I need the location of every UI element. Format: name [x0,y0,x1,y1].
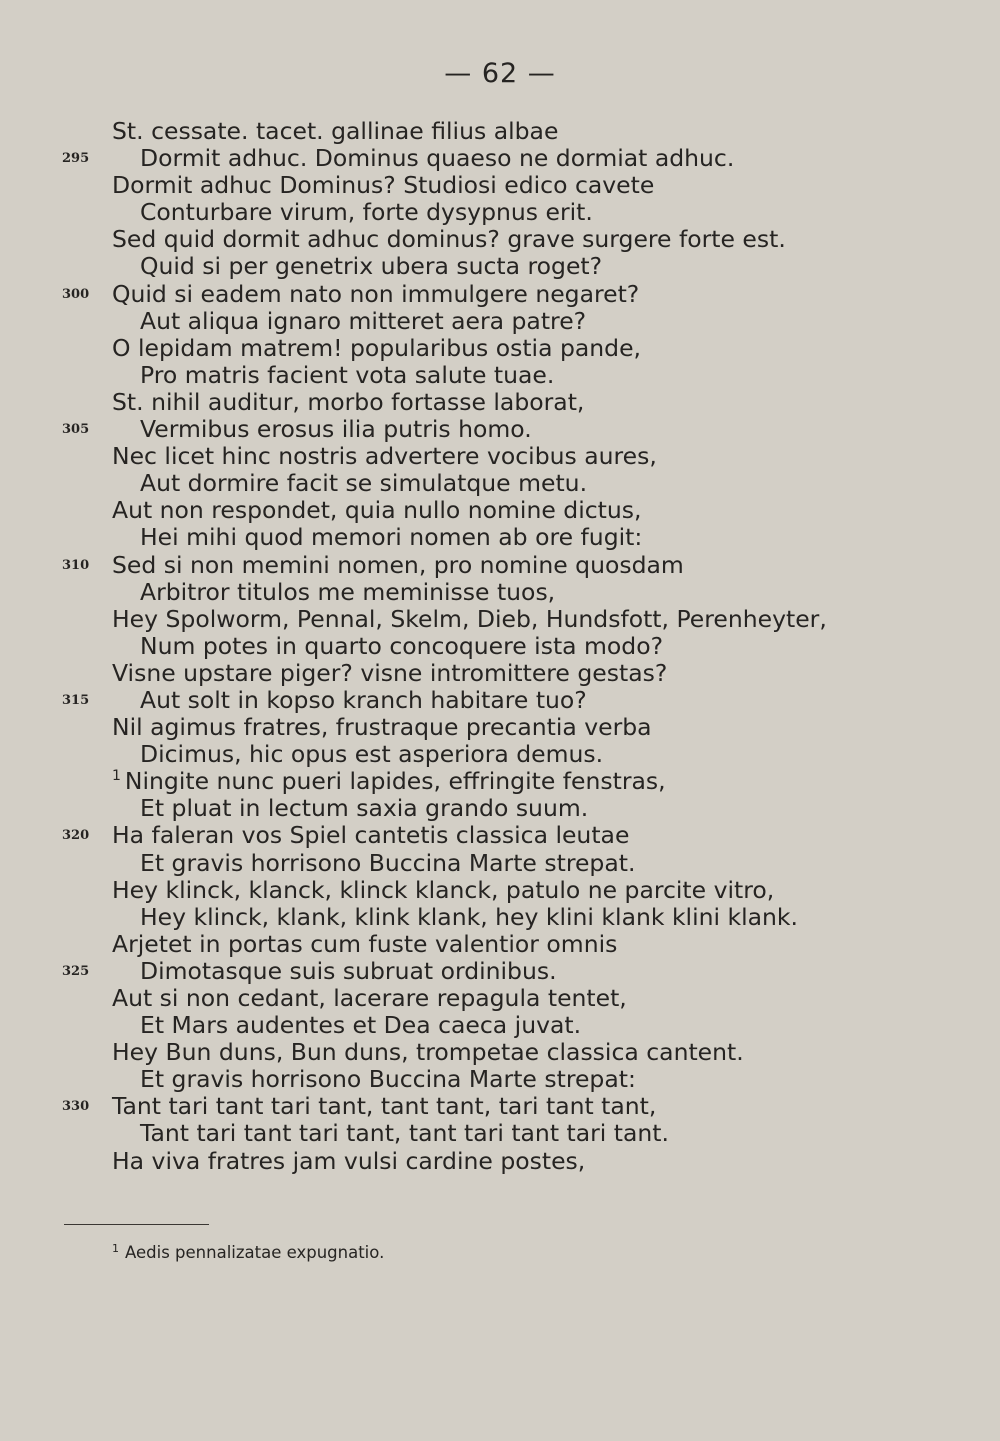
verse-line [0,633,1000,660]
verse-line-text: Aut aliqua ignaro mitteret aera patre? [140,306,587,335]
verse-line [0,606,1000,633]
verse-line-text: Visne upstare piger? visne intromittere gestas? [112,658,668,687]
verse-line-text: Et gravis horrisono Buccina Marte strepat: [140,1065,636,1094]
verse-line [0,172,1000,199]
verse-line [0,687,1000,714]
verse-line-text: Dormit adhuc Dominus? Studiosi edico cavete [112,171,655,200]
verse-line [0,443,1000,470]
verse-text [112,118,558,145]
verse-line [0,931,1000,958]
verse-line-text: Tant tari tant tari tant, tant tant, tari tant tant, [112,1092,657,1121]
line-number: 325 [62,963,90,979]
footnote-text: Aedis pennalizatae expugnatio. [125,1243,385,1262]
verse-line [0,1012,1000,1039]
verse-line-text: Nil agimus fratres, frustraque precantia verba [112,713,652,742]
verse-line-text: Nec licet hinc nostris advertere vocibus aures, [112,442,657,471]
verse-line-text: Quid si per genetrix ubera sucta roget? [140,252,603,281]
verse-text [112,172,654,199]
verse-line [0,1148,1000,1175]
page-number: — 62 — [444,58,556,89]
verse-text [140,741,603,768]
verse-text [140,362,554,389]
verse-text [112,1039,744,1066]
verse-line [0,118,1000,145]
verse-line [0,741,1000,768]
verse-text [112,389,584,416]
verse-line-text: Ha viva fratres jam vulsi cardine postes, [112,1146,586,1175]
verse-text [140,253,602,280]
verse-line [0,362,1000,389]
verse-line-text: Aut dormire facit se simulatque metu. [140,469,588,498]
verse-text [112,335,641,362]
verse-line [0,714,1000,741]
verse-line [0,985,1000,1012]
verse-line-text: Hey klinck, klanck, klinck klanck, patulo ne parcite vitro, [112,875,775,904]
verse-line [0,768,1000,795]
verse-text [112,985,627,1012]
verse-text [140,470,587,497]
verse-line-text: Hey Bun duns, Bun duns, trompetae classica cantent. [112,1038,744,1067]
verse-text [140,904,798,931]
verse-line-text: Sed si non memini nomen, pro nomine quosdam [112,550,684,579]
verse-text [112,281,639,308]
verse-line-text: St. cessate. tacet. gallinae filius albae [112,117,559,145]
verse-line-text: Tant tari tant tari tant, tant tari tant tari tant. [140,1119,669,1148]
verse-line-text: Arbitror titulos me meminisse tuos, [140,577,556,606]
verse-text [140,579,555,606]
verse-line [0,1039,1000,1066]
verse-text [112,714,652,741]
footnote-marker: 1 [112,1242,119,1255]
verse-text [112,443,657,470]
verse-line-text: Aut solt in kopso kranch habitare tuo? [140,685,587,714]
line-number: 315 [62,692,90,708]
verse-line-text: Conturbare virum, forte dysypnus erit. [140,198,593,227]
verse-text [112,877,774,904]
verse-text [112,931,617,958]
verse-line-text: Aut si non cedant, lacerare repagula tentet, [112,984,627,1012]
verse-line-text: Ningite nunc pueri lapides, effringite fenstras, [124,767,666,796]
verse-line-text: Hey klinck, klank, klink klank, hey klini klank klini klank. [140,902,799,931]
verse-text [140,145,734,172]
verse-text [112,552,684,579]
verse-line [0,226,1000,253]
verse-text [140,1012,581,1039]
verse-text [112,226,786,253]
verse-line [0,524,1000,551]
verse-line-text: Dimotasque suis subruat ordinibus. [140,956,557,985]
verse-line [0,335,1000,362]
verse-line-text: O lepidam matrem! popularibus ostia pande, [112,333,642,362]
line-number: 305 [62,422,90,438]
verse-text [112,822,629,849]
verse-line [0,145,1000,172]
verse-line [0,1093,1000,1120]
line-number: 330 [62,1099,90,1115]
verse-line-text: St. nihil auditur, morbo fortasse laborat, [112,387,585,416]
verse-line [0,850,1000,877]
footnote [112,1243,384,1262]
verse-text [140,633,663,660]
verse-text [140,795,588,822]
verse-line [0,308,1000,335]
verse-text [112,660,667,687]
footnote-reference: 1 [112,768,121,785]
verse-line-text: Num potes in quarto concoquere ista modo? [140,631,664,660]
verse-line-text: Et gravis horrisono Buccina Marte strepat. [140,848,636,877]
verse-block [0,118,1000,1175]
verse-line-text: Sed quid dormit adhuc dominus? grave surgere forte est. [112,225,786,254]
verse-line-text: Ha faleran vos Spiel cantetis classica leutae [112,821,630,850]
verse-line [0,281,1000,308]
verse-text [140,416,532,443]
verse-line [0,660,1000,687]
verse-line-text: Dicimus, hic opus est asperiora demus. [140,740,604,769]
verse-line [0,497,1000,524]
line-number: 295 [62,151,90,167]
verse-text [140,958,557,985]
verse-line-text: Aut non respondet, quia nullo nomine dictus, [112,496,642,525]
verse-line [0,199,1000,226]
verse-line [0,822,1000,849]
verse-line [0,253,1000,280]
verse-line-text: Hei mihi quod memori nomen ab ore fugit: [140,523,643,552]
verse-line [0,1120,1000,1147]
verse-text [140,1120,669,1147]
verse-line-text: Dormit adhuc. Dominus quaeso ne dormiat adhuc. [140,144,735,173]
footnote-divider [64,1224,209,1225]
verse-line [0,904,1000,931]
verse-text [112,606,827,633]
verse-line [0,579,1000,606]
verse-text [140,199,593,226]
verse-line-text: Et Mars audentes et Dea caeca juvat. [140,1011,582,1040]
verse-text [112,1148,585,1175]
verse-text [140,1066,636,1093]
verse-line-text: Hey Spolworm, Pennal, Skelm, Dieb, Hundsfott, Perenheyter, [112,604,827,633]
verse-line [0,470,1000,497]
verse-text [140,850,635,877]
verse-text [112,1093,656,1120]
verse-line [0,877,1000,904]
verse-line [0,389,1000,416]
verse-line-text: Arjetet in portas cum fuste valentior omnis [112,929,618,958]
verse-text [140,687,587,714]
line-number: 320 [62,828,90,844]
verse-line-text: Et pluat in lectum saxia grando suum. [140,794,589,823]
verse-text [140,524,642,551]
verse-line [0,1066,1000,1093]
verse-line [0,552,1000,579]
verse-line-text: Vermibus erosus ilia putris homo. [140,415,532,444]
verse-line-text: Quid si eadem nato non immulgere negaret? [112,279,640,308]
verse-line-text: Pro matris facient vota salute tuae. [140,360,555,389]
line-number: 300 [62,286,90,302]
verse-line [0,416,1000,443]
verse-text [112,497,641,524]
verse-line [0,958,1000,985]
verse-line [0,795,1000,822]
verse-text [140,308,586,335]
line-number: 310 [62,557,90,573]
